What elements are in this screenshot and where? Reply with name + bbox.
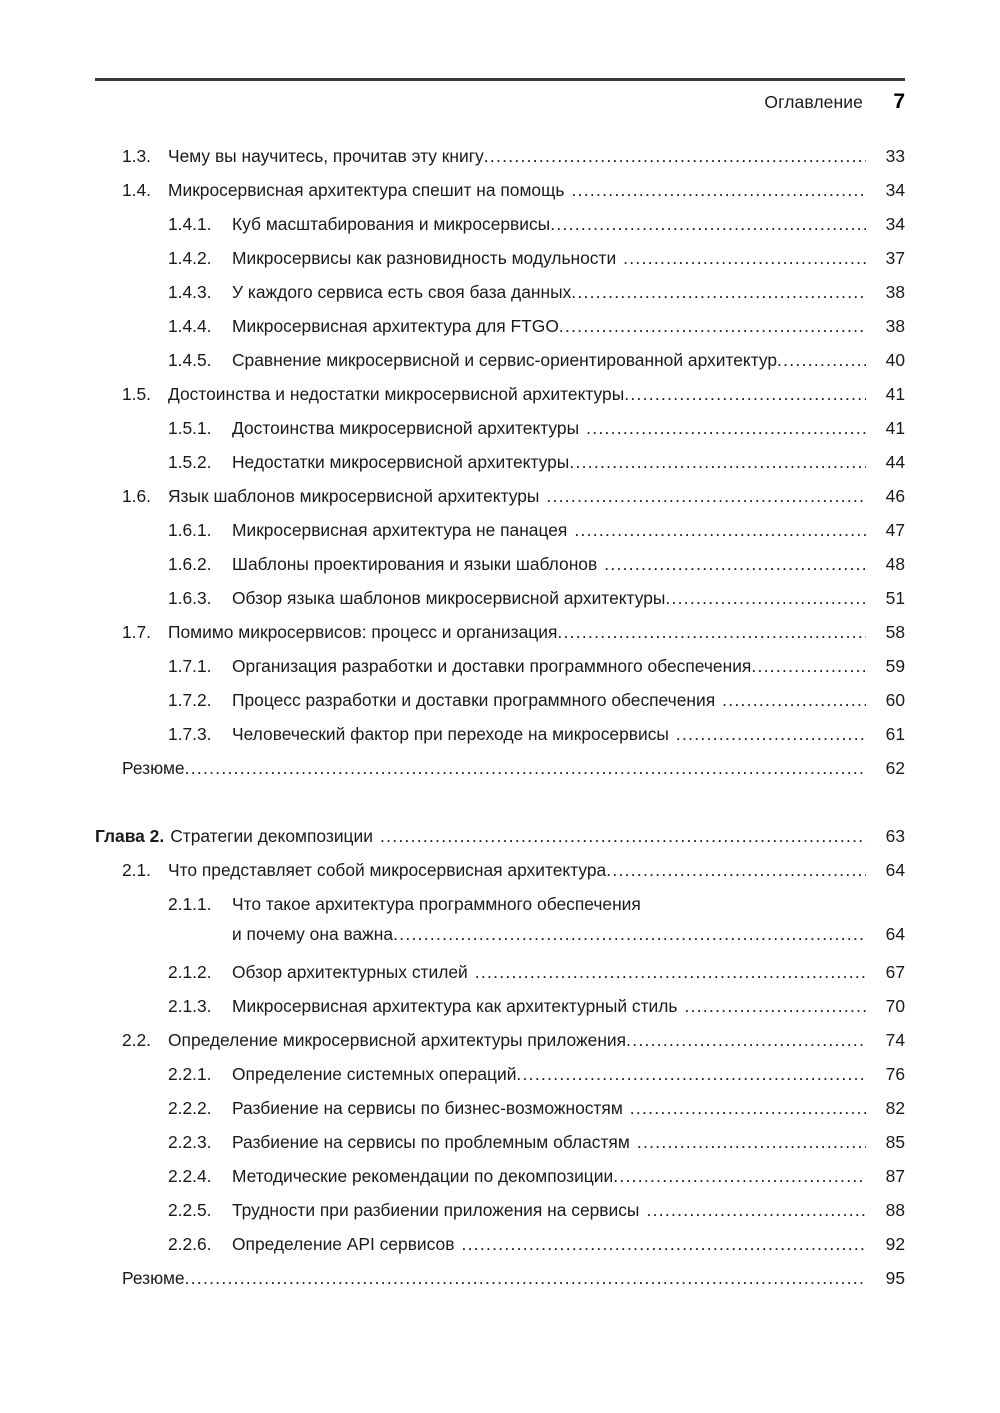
toc-entry-page-number: 64: [885, 923, 905, 944]
toc-dot-leader: [574, 514, 866, 539]
toc-entry-sub[interactable]: [95, 582, 905, 616]
toc-entry-title: Микросервисная архитектура как архитектурный стиль: [232, 996, 678, 1016]
header-rule: [95, 78, 905, 81]
toc-entry-number: 1.4.5.: [168, 350, 212, 370]
toc-entry-sub[interactable]: [95, 1126, 905, 1160]
toc-entry-sub[interactable]: [95, 888, 905, 956]
toc-entry-title: Что представляет собой микросервисная архитектура: [168, 860, 607, 880]
toc-entry-number: 2.1.: [122, 860, 152, 880]
toc-entry-sub[interactable]: [95, 1058, 905, 1092]
toc-entry-page-number: 67: [885, 962, 905, 982]
toc-entry-number: 2.2.5.: [168, 1200, 212, 1220]
toc-entry-number: 1.3.: [122, 146, 152, 166]
header-page-number: 7: [893, 90, 905, 113]
toc-entry-number: 1.6.1.: [168, 520, 212, 540]
toc-dot-leader: [604, 548, 866, 573]
toc-entry-sub[interactable]: [95, 310, 905, 344]
toc-entry-sub[interactable]: [95, 650, 905, 684]
toc-dot-leader: [559, 310, 866, 335]
toc-dot-leader: [646, 1194, 866, 1219]
toc-entry-page-number: 44: [885, 452, 905, 472]
toc-entry-number: 1.6.3.: [168, 588, 212, 608]
toc-entry-title: Человеческий фактор при переходе на микросервисы: [232, 724, 669, 744]
toc-entry-number: 2.2.: [122, 1030, 152, 1050]
toc-entry-section[interactable]: [95, 616, 905, 650]
toc-entry-page-number: 46: [885, 486, 905, 506]
toc-dot-leader: [380, 820, 866, 845]
toc-entry-title: Стратегии декомпозиции: [170, 826, 373, 846]
toc-entry-number: 1.5.1.: [168, 418, 212, 438]
toc-entry-page-number: 41: [885, 418, 905, 438]
toc-dot-leader: [637, 1126, 866, 1151]
toc-entry-sub[interactable]: [95, 446, 905, 480]
toc-entry-title: Определение микросервисной архитектуры приложения: [168, 1030, 627, 1050]
toc-entry-page-number: 59: [885, 656, 905, 676]
toc-entry-sub[interactable]: [95, 514, 905, 548]
toc-dot-leader: [557, 616, 866, 641]
toc-entry-page-number: 88: [885, 1200, 905, 1220]
toc-block-spacer: [95, 786, 905, 820]
toc-entry-number: 1.7.: [122, 622, 152, 642]
toc-entry-title: Резюме: [122, 1268, 185, 1288]
toc-entry-page-number: 64: [885, 860, 905, 880]
toc-dot-leader: [185, 1262, 866, 1287]
toc-entry-number: 1.4.: [122, 180, 152, 200]
toc-entry-page-number: 51: [885, 588, 905, 608]
toc-dot-leader: [606, 854, 866, 879]
toc-dot-leader: [665, 582, 866, 607]
toc-entry-number: 2.2.6.: [168, 1234, 212, 1254]
running-header: [95, 78, 905, 116]
toc-entry-number: 2.2.3.: [168, 1132, 212, 1152]
toc-entry-number: 1.4.2.: [168, 248, 212, 268]
toc-dot-leader: [569, 446, 866, 471]
toc-entry-page-number: 60: [885, 690, 905, 710]
table-of-contents: [95, 140, 905, 1296]
header-title: Оглавление: [764, 92, 863, 112]
toc-entry-number: 2.1.2.: [168, 962, 212, 982]
toc-entry-page-number: 33: [885, 146, 905, 166]
toc-entry-title: Шаблоны проектирования и языки шаблонов: [232, 554, 598, 574]
toc-dot-leader: [777, 344, 866, 369]
toc-entry-number: 1.4.4.: [168, 316, 212, 336]
toc-entry-sub[interactable]: [95, 718, 905, 752]
toc-dot-leader: [624, 378, 866, 403]
toc-entry-sub[interactable]: [95, 242, 905, 276]
toc-entry-number: 1.4.3.: [168, 282, 212, 302]
toc-entry-title: Резюме: [122, 758, 185, 778]
toc-entry-section[interactable]: [95, 854, 905, 888]
toc-entry-page-number: 58: [885, 622, 905, 642]
toc-entry-title: Обзор языка шаблонов микросервисной архитектуры: [232, 588, 666, 608]
toc-entry-section[interactable]: [95, 480, 905, 514]
toc-entry-title: У каждого сервиса есть своя база данных: [232, 282, 572, 302]
toc-entry-title: Микросервисная архитектура для FTGO: [232, 316, 559, 336]
toc-entry-section[interactable]: [95, 174, 905, 208]
toc-entry-page-number: 34: [885, 214, 905, 234]
toc-entry-title: Куб масштабирования и микросервисы: [232, 214, 551, 234]
toc-entry-number: 1.7.2.: [168, 690, 212, 710]
toc-dot-leader: [475, 956, 866, 981]
toc-entry-chapter[interactable]: [95, 820, 905, 854]
toc-entry-sub[interactable]: [95, 684, 905, 718]
toc-entry-sub[interactable]: [95, 1092, 905, 1126]
toc-entry-number: 1.5.: [122, 384, 152, 404]
toc-dot-leader: [546, 480, 866, 505]
toc-entry-sub[interactable]: [95, 1160, 905, 1194]
toc-entry-sub[interactable]: [95, 1194, 905, 1228]
toc-entry-sub[interactable]: [95, 276, 905, 310]
toc-entry-page-number: 48: [885, 554, 905, 574]
toc-entry-number: 2.2.2.: [168, 1098, 212, 1118]
toc-entry-title: Организация разработки и доставки программного обеспечения: [232, 656, 752, 676]
toc-dot-leader: [571, 174, 866, 199]
toc-dot-leader: [393, 918, 866, 943]
toc-entry-sub[interactable]: [95, 412, 905, 446]
toc-entry-title: Что такое архитектура программного обеспечения: [232, 894, 641, 914]
toc-dot-leader: [751, 650, 866, 675]
toc-entry-title: Достоинства и недостатки микросервисной архитектуры: [168, 384, 625, 404]
toc-entry-summary[interactable]: [95, 752, 905, 786]
toc-entry-title: Недостатки микросервисной архитектуры: [232, 452, 570, 472]
toc-entry-title: Определение API сервисов: [232, 1234, 455, 1254]
toc-entry-page-number: 87: [885, 1166, 905, 1186]
toc-entry-title: Определение системных операций: [232, 1064, 517, 1084]
toc-entry-sub[interactable]: [95, 344, 905, 378]
toc-entry-section[interactable]: [95, 140, 905, 174]
toc-entry-page-number: 37: [885, 248, 905, 268]
toc-entry-title: Разбиение на сервисы по бизнес-возможностям: [232, 1098, 623, 1118]
toc-dot-leader: [722, 684, 866, 709]
toc-entry-page-number: 76: [885, 1064, 905, 1084]
toc-entry-number: 1.4.1.: [168, 214, 212, 234]
toc-dot-leader: [613, 1160, 866, 1185]
toc-entry-number: 1.5.2.: [168, 452, 212, 472]
toc-entry-number: 2.2.4.: [168, 1166, 212, 1186]
toc-dot-leader: [550, 208, 866, 233]
toc-entry-number: 1.6.: [122, 486, 152, 506]
toc-entry-title: Чему вы научитесь, прочитав эту книгу: [168, 146, 484, 166]
toc-entry-page-number: 34: [885, 180, 905, 200]
toc-entry-page-number: 95: [885, 1268, 905, 1288]
header-line: [95, 90, 905, 116]
toc-entry-title: Обзор архитектурных стилей: [232, 962, 468, 982]
toc-entry-number: 1.7.3.: [168, 724, 212, 744]
toc-entry-title: Язык шаблонов микросервисной архитектуры: [168, 486, 540, 506]
toc-entry-page-number: 82: [885, 1098, 905, 1118]
toc-entry-title: Микросервисы как разновидность модульности: [232, 248, 617, 268]
toc-entry-page-number: 85: [885, 1132, 905, 1152]
toc-dot-leader: [461, 1228, 866, 1253]
toc-dot-leader: [571, 276, 866, 301]
toc-entry-section[interactable]: [95, 1024, 905, 1058]
toc-entry-page-number: 38: [885, 316, 905, 336]
toc-entry-title: Сравнение микросервисной и сервис-ориентированной архитектур: [232, 350, 778, 370]
toc-entry-page-number: 38: [885, 282, 905, 302]
toc-entry-page-number: 92: [885, 1234, 905, 1254]
toc-entry-sub[interactable]: [95, 1228, 905, 1262]
toc-entry-page-number: 62: [885, 758, 905, 778]
toc-dot-leader: [185, 752, 866, 777]
toc-entry-page-number: 61: [885, 724, 905, 744]
toc-entry-sub[interactable]: [95, 208, 905, 242]
toc-entry-summary[interactable]: [95, 1262, 905, 1296]
toc-entry-number: Глава 2.: [95, 826, 165, 846]
toc-entry-title: Методические рекомендации по декомпозиции: [232, 1166, 614, 1186]
toc-dot-leader: [626, 1024, 866, 1049]
toc-dot-leader: [516, 1058, 866, 1083]
toc-entry-title: Микросервисная архитектура не панацея: [232, 520, 568, 540]
toc-entry-number: 1.6.2.: [168, 554, 212, 574]
toc-dot-leader: [676, 718, 866, 743]
toc-entry-sub[interactable]: [95, 990, 905, 1024]
toc-entry-number: 2.1.3.: [168, 996, 212, 1016]
toc-entry-sub[interactable]: [95, 956, 905, 990]
toc-entry-title: Достоинства микросервисной архитектуры: [232, 418, 580, 438]
toc-entry-page-number: 63: [885, 826, 905, 846]
toc-dot-leader: [630, 1092, 866, 1117]
toc-entry-page-number: 40: [885, 350, 905, 370]
toc-dot-leader: [623, 242, 866, 267]
toc-entry-title: Помимо микросервисов: процесс и организация: [168, 622, 558, 642]
toc-dot-leader: [684, 990, 866, 1015]
toc-entry-page-number: 47: [885, 520, 905, 540]
toc-entry-sub[interactable]: [95, 548, 905, 582]
toc-entry-page-number: 70: [885, 996, 905, 1016]
toc-entry-page-number: 41: [885, 384, 905, 404]
toc-dot-leader: [484, 140, 866, 165]
toc-entry-title: Разбиение на сервисы по проблемным областям: [232, 1132, 630, 1152]
toc-entry-number: 2.1.1.: [168, 894, 212, 914]
toc-entry-title: Микросервисная архитектура спешит на помощь: [168, 180, 565, 200]
toc-entry-title: Процесс разработки и доставки программного обеспечения: [232, 690, 716, 710]
toc-dot-leader: [586, 412, 866, 437]
toc-entry-title: Трудности при разбиении приложения на сервисы: [232, 1200, 640, 1220]
toc-entry-number: 2.2.1.: [168, 1064, 212, 1084]
toc-entry-page-number: 74: [885, 1030, 905, 1050]
toc-entry-section[interactable]: [95, 378, 905, 412]
toc-entry-wrapped-line: [168, 918, 905, 952]
toc-entry-number: 1.7.1.: [168, 656, 212, 676]
toc-entry-title-continued: и почему она важна: [232, 923, 394, 944]
